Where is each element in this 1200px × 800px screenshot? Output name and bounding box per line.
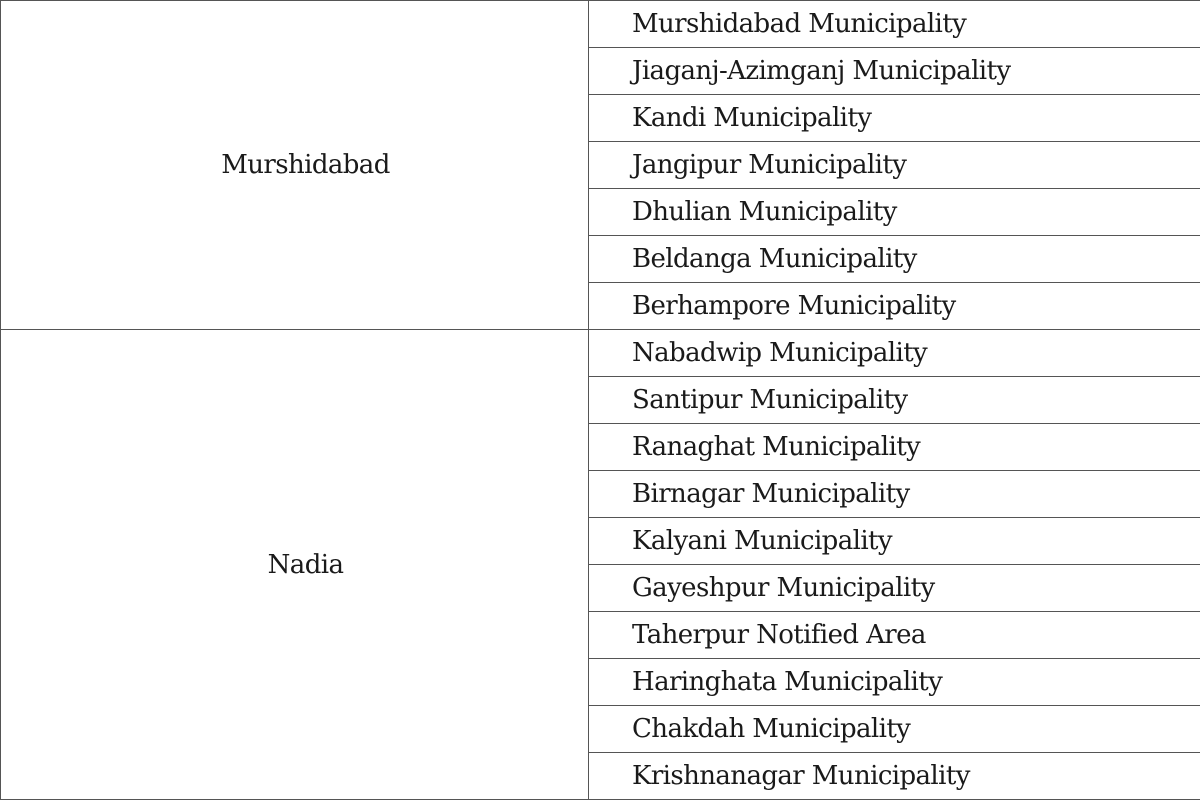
municipality-cell: Santipur Municipality [589,377,1200,424]
municipality-cell: Gayeshpur Municipality [589,565,1200,612]
municipality-cell: Kandi Municipality [589,95,1200,142]
municipality-cell: Nabadwip Municipality [589,330,1200,377]
municipality-cell: Murshidabad Municipality [589,1,1200,48]
district-cell-murshidabad [1,1,589,330]
district-cell-nadia [1,330,589,800]
district-name: Murshidabad [221,150,390,180]
municipality-cell: Birnagar Municipality [589,471,1200,518]
municipality-cell: Jangipur Municipality [589,142,1200,189]
municipality-cell: Haringhata Municipality [589,659,1200,706]
municipality-cell: Chakdah Municipality [589,706,1200,753]
municipality-cell: Ranaghat Municipality [589,424,1200,471]
municipality-cell: Krishnanagar Municipality [589,753,1200,800]
municipality-cell: Taherpur Notified Area [589,612,1200,659]
table-row [1,1,1200,48]
municipality-cell: Jiaganj-Azimganj Municipality [589,48,1200,95]
municipality-cell: Berhampore Municipality [589,283,1200,330]
district-name: Nadia [267,549,344,580]
municipality-cell: Beldanga Municipality [589,236,1200,283]
municipality-cell: Kalyani Municipality [589,518,1200,565]
municipality-cell: Dhulian Municipality [589,189,1200,236]
table-row [1,330,1200,377]
